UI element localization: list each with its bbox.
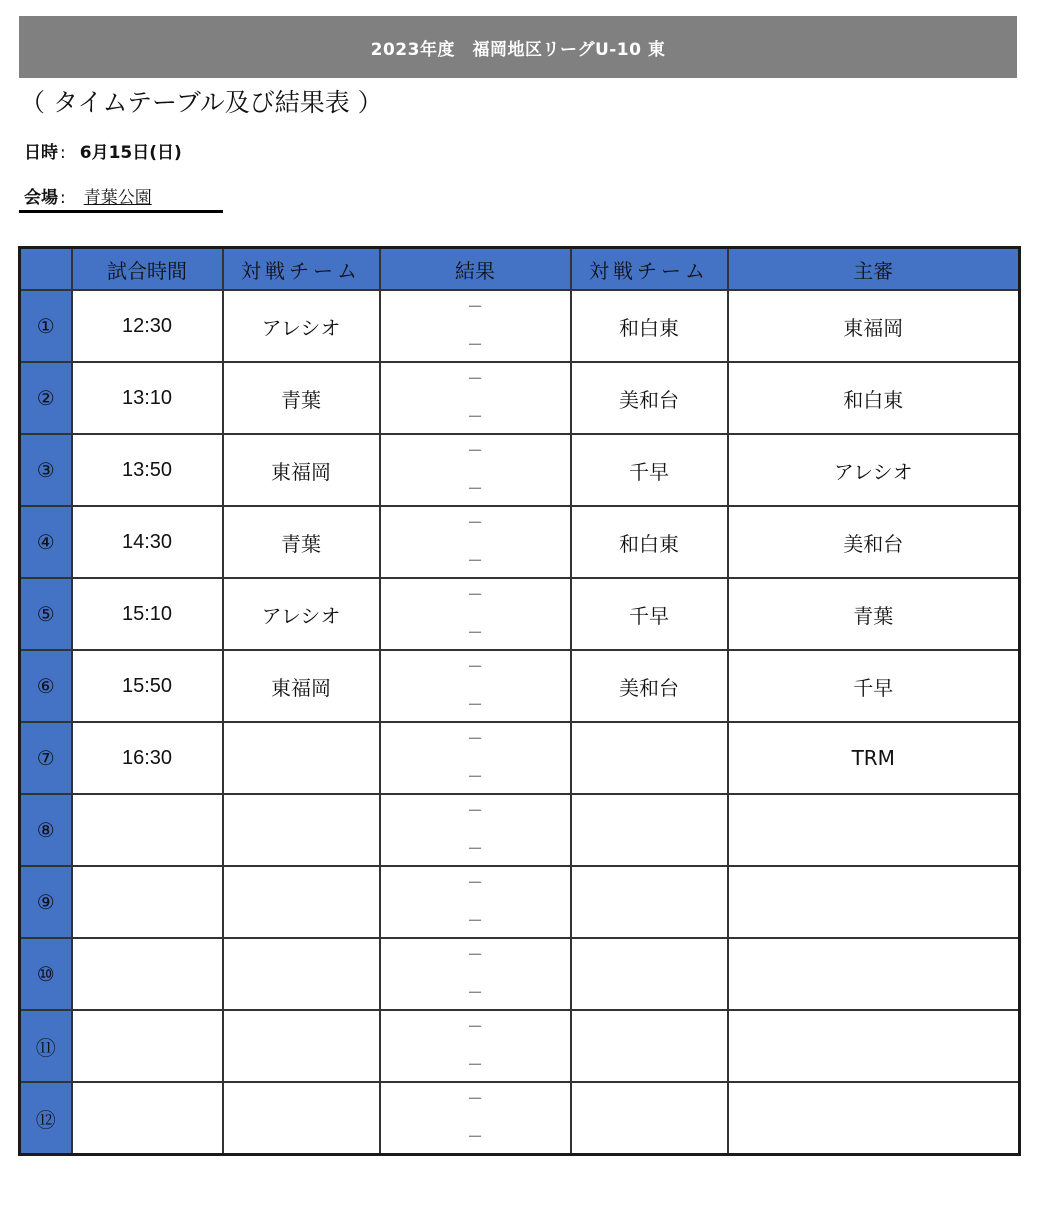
referee xyxy=(728,938,1020,1010)
date-value: 6月15日(日) xyxy=(79,143,182,163)
result-score-2: － xyxy=(466,695,483,714)
match-time: 16:30 xyxy=(72,722,223,794)
result-score-1: － xyxy=(466,441,483,460)
table-header-row xyxy=(20,248,1020,291)
result-cell xyxy=(380,866,571,938)
result-score-1: － xyxy=(466,657,483,676)
referee xyxy=(728,866,1020,938)
match-time: 15:10 xyxy=(72,578,223,650)
table-row xyxy=(20,362,1020,434)
result-score-2: － xyxy=(466,767,483,786)
banner-title: 2023年度 福岡地区リーグU-10 東 xyxy=(370,39,666,60)
header-team-2: 対戦チーム xyxy=(571,248,728,291)
team-2 xyxy=(571,938,728,1010)
header-match-time: 試合時間 xyxy=(72,248,223,291)
match-time: 15:50 xyxy=(72,650,223,722)
referee: 和白東 xyxy=(728,362,1020,434)
team-1: 青葉 xyxy=(223,362,380,434)
result-cell xyxy=(380,434,571,506)
result-cell xyxy=(380,1082,571,1155)
table-row xyxy=(20,434,1020,506)
header-referee: 主審 xyxy=(728,248,1020,291)
result-score-1: － xyxy=(466,1017,483,1036)
match-time xyxy=(72,1010,223,1082)
match-number: ② xyxy=(20,362,72,434)
team-1: 東福岡 xyxy=(223,434,380,506)
match-time: 14:30 xyxy=(72,506,223,578)
team-1: 青葉 xyxy=(223,506,380,578)
result-score-1: － xyxy=(466,729,483,748)
table-row xyxy=(20,290,1020,362)
match-number: ⑪ xyxy=(20,1010,72,1082)
referee xyxy=(728,1010,1020,1082)
result-score-2: － xyxy=(466,551,483,570)
match-number: ⑦ xyxy=(20,722,72,794)
result-score-1: － xyxy=(466,585,483,604)
team-2 xyxy=(571,794,728,866)
team-1 xyxy=(223,1010,380,1082)
table-row xyxy=(20,1010,1020,1082)
team-1 xyxy=(223,1082,380,1155)
header-team-1: 対戦チーム xyxy=(223,248,380,291)
team-2: 千早 xyxy=(571,434,728,506)
result-score-2: － xyxy=(466,335,483,354)
team-2: 美和台 xyxy=(571,362,728,434)
referee xyxy=(728,794,1020,866)
result-score-2: － xyxy=(466,983,483,1002)
team-2 xyxy=(571,866,728,938)
referee: TRM xyxy=(728,722,1020,794)
match-time xyxy=(72,794,223,866)
result-score-2: － xyxy=(466,1127,483,1146)
result-score-2: － xyxy=(466,407,483,426)
result-score-2: － xyxy=(466,839,483,858)
result-score-1: － xyxy=(466,1089,483,1108)
page-subtitle: （ タイムテーブル及び結果表 ） xyxy=(20,88,383,117)
referee: アレシオ xyxy=(728,434,1020,506)
result-score-1: － xyxy=(466,873,483,892)
title-banner xyxy=(19,16,1017,78)
result-score-1: － xyxy=(466,513,483,532)
team-1: 東福岡 xyxy=(223,650,380,722)
match-number: ④ xyxy=(20,506,72,578)
team-2: 美和台 xyxy=(571,650,728,722)
result-cell xyxy=(380,722,571,794)
date-colon: : xyxy=(60,143,66,163)
match-number: ① xyxy=(20,290,72,362)
team-2: 和白東 xyxy=(571,506,728,578)
venue-underline xyxy=(19,210,223,213)
result-cell xyxy=(380,938,571,1010)
match-time xyxy=(72,1082,223,1155)
match-time xyxy=(72,866,223,938)
result-cell xyxy=(380,506,571,578)
result-score-2: － xyxy=(466,1055,483,1074)
date-row xyxy=(24,138,182,163)
result-cell xyxy=(380,650,571,722)
table-row xyxy=(20,866,1020,938)
team-1: アレシオ xyxy=(223,578,380,650)
match-time: 13:50 xyxy=(72,434,223,506)
referee: 青葉 xyxy=(728,578,1020,650)
result-score-1: － xyxy=(466,369,483,388)
venue-colon: : xyxy=(60,188,66,208)
match-number: ⑤ xyxy=(20,578,72,650)
referee: 東福岡 xyxy=(728,290,1020,362)
team-1 xyxy=(223,722,380,794)
header-result: 結果 xyxy=(380,248,571,291)
table-row xyxy=(20,794,1020,866)
venue-value: 青葉公園 xyxy=(83,188,152,208)
result-cell xyxy=(380,578,571,650)
result-score-1: － xyxy=(466,297,483,316)
venue-row xyxy=(24,183,152,208)
team-1: アレシオ xyxy=(223,290,380,362)
team-1 xyxy=(223,794,380,866)
match-number: ⑫ xyxy=(20,1082,72,1155)
header-number xyxy=(20,248,72,291)
match-number: ⑩ xyxy=(20,938,72,1010)
result-score-1: － xyxy=(466,945,483,964)
table-row xyxy=(20,938,1020,1010)
result-score-2: － xyxy=(466,479,483,498)
team-2 xyxy=(571,722,728,794)
match-number: ⑨ xyxy=(20,866,72,938)
table-row xyxy=(20,578,1020,650)
date-label: 日時 xyxy=(24,143,58,163)
team-2: 和白東 xyxy=(571,290,728,362)
result-score-2: － xyxy=(466,623,483,642)
team-1 xyxy=(223,938,380,1010)
match-number: ③ xyxy=(20,434,72,506)
match-number: ⑧ xyxy=(20,794,72,866)
result-cell xyxy=(380,794,571,866)
result-score-1: － xyxy=(466,801,483,820)
team-2: 千早 xyxy=(571,578,728,650)
result-cell xyxy=(380,1010,571,1082)
team-1 xyxy=(223,866,380,938)
table-row xyxy=(20,1082,1020,1155)
referee xyxy=(728,1082,1020,1155)
referee: 美和台 xyxy=(728,506,1020,578)
team-2 xyxy=(571,1010,728,1082)
match-time: 12:30 xyxy=(72,290,223,362)
table-row xyxy=(20,650,1020,722)
schedule-table xyxy=(18,246,1021,1156)
result-cell xyxy=(380,362,571,434)
match-time: 13:10 xyxy=(72,362,223,434)
match-number: ⑥ xyxy=(20,650,72,722)
team-2 xyxy=(571,1082,728,1155)
venue-label: 会場 xyxy=(24,188,58,208)
match-time xyxy=(72,938,223,1010)
result-score-2: － xyxy=(466,911,483,930)
result-cell xyxy=(380,290,571,362)
table-row xyxy=(20,722,1020,794)
referee: 千早 xyxy=(728,650,1020,722)
table-row xyxy=(20,506,1020,578)
